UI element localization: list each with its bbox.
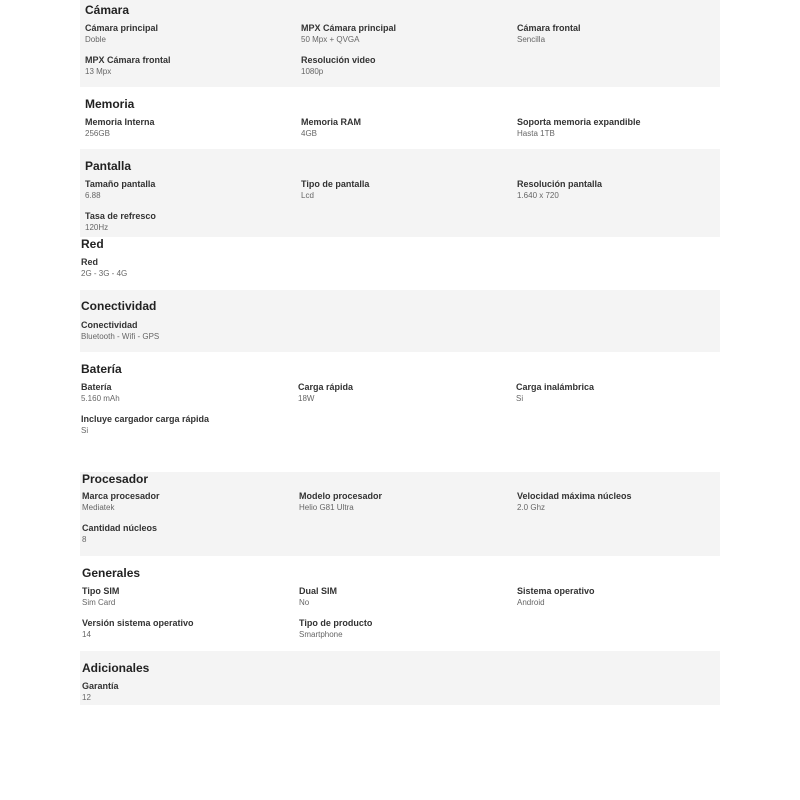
section-title-adicionales: Adicionales <box>82 661 150 675</box>
spec-value: 1080p <box>301 67 324 76</box>
spec-value: Hasta 1TB <box>517 129 555 138</box>
spec-version-so <box>82 617 292 641</box>
spec-label: Versión sistema operativo <box>82 618 194 628</box>
spec-value: Mediatek <box>82 503 115 512</box>
spec-value: 8 <box>82 535 87 544</box>
spec-label: Conectividad <box>81 320 138 330</box>
spec-label: Soporta memoria expandible <box>517 117 641 127</box>
spec-value: 256GB <box>85 129 110 138</box>
spec-mpx-camara-frontal <box>85 54 295 78</box>
spec-tipo-producto <box>299 617 509 641</box>
section-bateria <box>80 352 720 472</box>
section-generales <box>80 556 720 651</box>
spec-label: MPX Cámara principal <box>301 23 397 33</box>
spec-value: Helio G81 Ultra <box>299 503 354 512</box>
spec-red <box>81 256 291 280</box>
spec-label: Marca procesador <box>82 491 160 501</box>
spec-label: Dual SIM <box>299 586 338 596</box>
spec-value: 4GB <box>301 129 318 138</box>
spec-modelo-procesador <box>299 490 509 514</box>
spec-value: 5.160 mAh <box>81 394 120 403</box>
spec-tipo-pantalla <box>301 178 511 202</box>
spec-mpx-camara-principal <box>301 22 511 46</box>
section-title-pantalla: Pantalla <box>85 159 132 173</box>
spec-resolucion-pantalla <box>517 178 727 202</box>
section-title-generales: Generales <box>82 566 141 580</box>
spec-label: Red <box>81 257 99 267</box>
section-title-conectividad: Conectividad <box>81 299 157 313</box>
section-adicionales <box>80 651 720 705</box>
spec-value: Si <box>81 426 89 435</box>
spec-value: 120Hz <box>85 223 109 232</box>
spec-sistema-operativo <box>517 585 727 609</box>
spec-tamano-pantalla <box>85 178 295 202</box>
section-title-procesador: Procesador <box>82 472 149 486</box>
section-camara <box>80 0 720 87</box>
section-title-bateria: Batería <box>81 362 122 376</box>
spec-value: 2.0 Ghz <box>517 503 546 512</box>
spec-value: Lcd <box>301 191 314 200</box>
spec-marca-procesador <box>82 490 292 514</box>
spec-value: 1.640 x 720 <box>517 191 559 200</box>
spec-label: Cantidad núcleos <box>82 523 158 533</box>
spec-tasa-refresco <box>85 210 295 234</box>
spec-memoria-interna <box>85 116 295 140</box>
spec-conectividad <box>81 319 291 343</box>
spec-value: 12 <box>82 693 91 702</box>
spec-camara-principal <box>85 22 295 46</box>
spec-label: Resolución video <box>301 55 376 65</box>
spec-label: Tipo SIM <box>82 586 120 596</box>
spec-label: Carga inalámbrica <box>516 382 595 392</box>
spec-value: 18W <box>298 394 315 403</box>
spec-camara-frontal <box>517 22 727 46</box>
spec-value: 14 <box>82 630 91 639</box>
spec-label: Sistema operativo <box>517 586 595 596</box>
spec-label: Tipo de pantalla <box>301 179 370 189</box>
spec-label: Incluye cargador carga rápida <box>81 414 210 424</box>
spec-value: Doble <box>85 35 106 44</box>
spec-carga-rapida <box>298 381 508 405</box>
spec-value: Bluetooth - Wifi - GPS <box>81 332 160 341</box>
spec-incluye-cargador <box>81 413 291 437</box>
spec-label: Garantía <box>82 681 119 691</box>
spec-velocidad-nucleos <box>517 490 727 514</box>
spec-value: 6.88 <box>85 191 101 200</box>
spec-resolucion-video <box>301 54 511 78</box>
spec-label: MPX Cámara frontal <box>85 55 171 65</box>
spec-label: Tasa de refresco <box>85 211 156 221</box>
spec-memoria-ram <box>301 116 511 140</box>
spec-label: Tamaño pantalla <box>85 179 156 189</box>
spec-label: Memoria RAM <box>301 117 362 127</box>
spec-label: Tipo de producto <box>299 618 373 628</box>
section-title-red: Red <box>81 237 104 251</box>
spec-dual-sim <box>299 585 509 609</box>
spec-tipo-sim <box>82 585 292 609</box>
spec-value: 50 Mpx + QVGA <box>301 35 360 44</box>
spec-value: Sencilla <box>517 35 546 44</box>
spec-cantidad-nucleos <box>82 522 292 546</box>
section-title-memoria: Memoria <box>85 97 135 111</box>
spec-label: Batería <box>81 382 112 392</box>
spec-carga-inalambrica <box>516 381 726 405</box>
spec-value: Si <box>516 394 524 403</box>
spec-label: Cámara principal <box>85 23 159 33</box>
spec-memoria-expandible <box>517 116 727 140</box>
spec-bateria <box>81 381 291 405</box>
spec-value: 2G - 3G - 4G <box>81 269 128 278</box>
spec-label: Resolución pantalla <box>517 179 603 189</box>
spec-label: Memoria Interna <box>85 117 155 127</box>
section-procesador <box>80 472 720 556</box>
spec-label: Carga rápida <box>298 382 354 392</box>
section-title-camara: Cámara <box>85 3 130 17</box>
spec-garantia <box>82 680 292 704</box>
spec-label: Cámara frontal <box>517 23 581 33</box>
section-red <box>80 237 720 290</box>
spec-value: Sim Card <box>82 598 116 607</box>
spec-value: Android <box>517 598 545 607</box>
section-memoria <box>80 87 720 149</box>
spec-value: Smartphone <box>299 630 343 639</box>
spec-value: 13 Mpx <box>85 67 112 76</box>
section-pantalla <box>80 149 720 237</box>
section-conectividad <box>80 290 720 352</box>
spec-value: No <box>299 598 310 607</box>
spec-label: Modelo procesador <box>299 491 383 501</box>
spec-label: Velocidad máxima núcleos <box>517 491 632 501</box>
